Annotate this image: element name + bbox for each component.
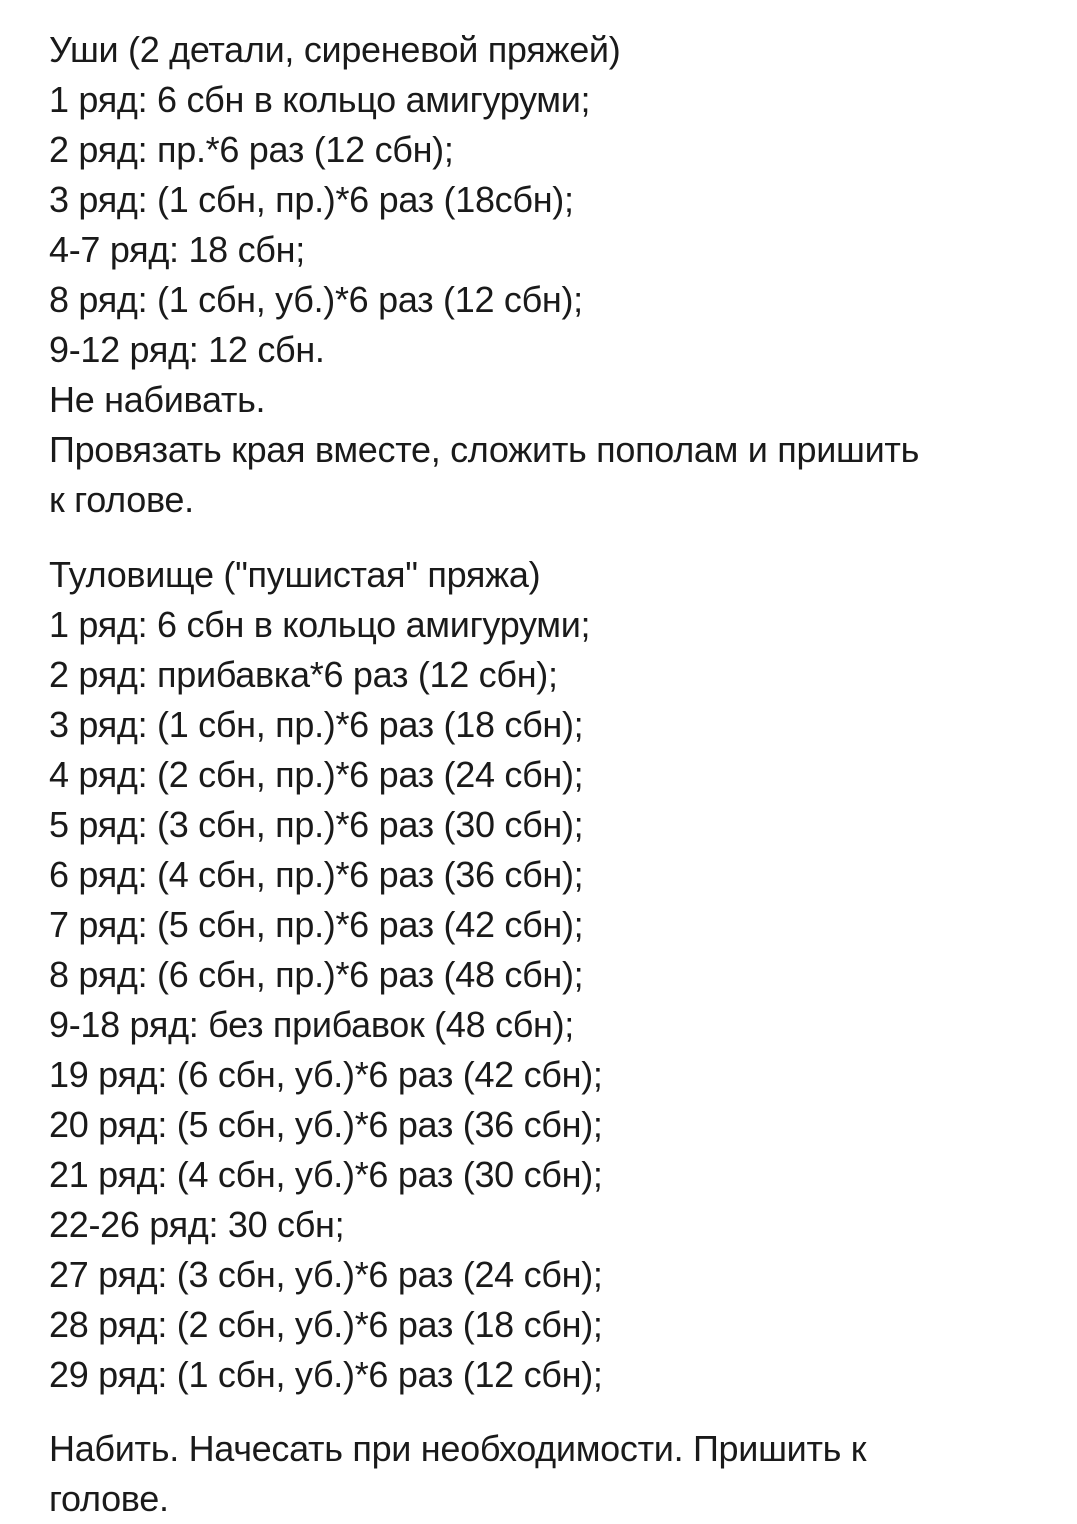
body-row: 6 ряд: (4 сбн, пр.)*6 раз (36 сбн); xyxy=(49,854,584,895)
body-row: 2 ряд: прибавка*6 раз (12 сбн); xyxy=(49,654,558,695)
ears-section xyxy=(49,25,919,525)
ears-row: 2 ряд: пр.*6 раз (12 сбн); xyxy=(49,129,454,170)
final-section xyxy=(49,1424,866,1524)
ears-title: Уши (2 детали, сиреневой пряжей) xyxy=(49,29,621,70)
ears-note-assembly-cont: к голове. xyxy=(49,479,194,520)
body-row: 7 ряд: (5 сбн, пр.)*6 раз (42 сбн); xyxy=(49,904,584,945)
body-row: 28 ряд: (2 сбн, уб.)*6 раз (18 сбн); xyxy=(49,1304,603,1345)
body-row: 22-26 ряд: 30 сбн; xyxy=(49,1204,345,1245)
body-row: 29 ряд: (1 сбн, уб.)*6 раз (12 сбн); xyxy=(49,1354,603,1395)
body-row: 3 ряд: (1 сбн, пр.)*6 раз (18 сбн); xyxy=(49,704,584,745)
ears-row: 8 ряд: (1 сбн, уб.)*6 раз (12 сбн); xyxy=(49,279,583,320)
body-row: 27 ряд: (3 сбн, уб.)*6 раз (24 сбн); xyxy=(49,1254,603,1295)
body-title: Туловище ("пушистая" пряжа) xyxy=(49,554,541,595)
body-row: 20 ряд: (5 сбн, уб.)*6 раз (36 сбн); xyxy=(49,1104,603,1145)
body-section xyxy=(49,550,603,1400)
ears-row: 1 ряд: 6 сбн в кольцо амигуруми; xyxy=(49,79,591,120)
body-row: 4 ряд: (2 сбн, пр.)*6 раз (24 сбн); xyxy=(49,754,584,795)
ears-row: 4-7 ряд: 18 сбн; xyxy=(49,229,305,270)
ears-row: 3 ряд: (1 сбн, пр.)*6 раз (18сбн); xyxy=(49,179,574,220)
ears-row: 9-12 ряд: 12 сбн. xyxy=(49,329,325,370)
body-row: 1 ряд: 6 сбн в кольцо амигуруми; xyxy=(49,604,591,645)
final-instruction: Набить. Начесать при необходимости. Пришить к xyxy=(49,1428,867,1469)
body-row: 5 ряд: (3 сбн, пр.)*6 раз (30 сбн); xyxy=(49,804,584,845)
body-row: 19 ряд: (6 сбн, уб.)*6 раз (42 сбн); xyxy=(49,1054,603,1095)
body-row: 21 ряд: (4 сбн, уб.)*6 раз (30 сбн); xyxy=(49,1154,603,1195)
ears-note-no-stuffing: Не набивать. xyxy=(49,379,266,420)
body-row: 8 ряд: (6 сбн, пр.)*6 раз (48 сбн); xyxy=(49,954,584,995)
body-row: 9-18 ряд: без прибавок (48 сбн); xyxy=(49,1004,574,1045)
ears-note-assembly: Провязать края вместе, сложить пополам и пришить xyxy=(49,429,920,470)
final-instruction-cont: голове. xyxy=(49,1478,169,1519)
